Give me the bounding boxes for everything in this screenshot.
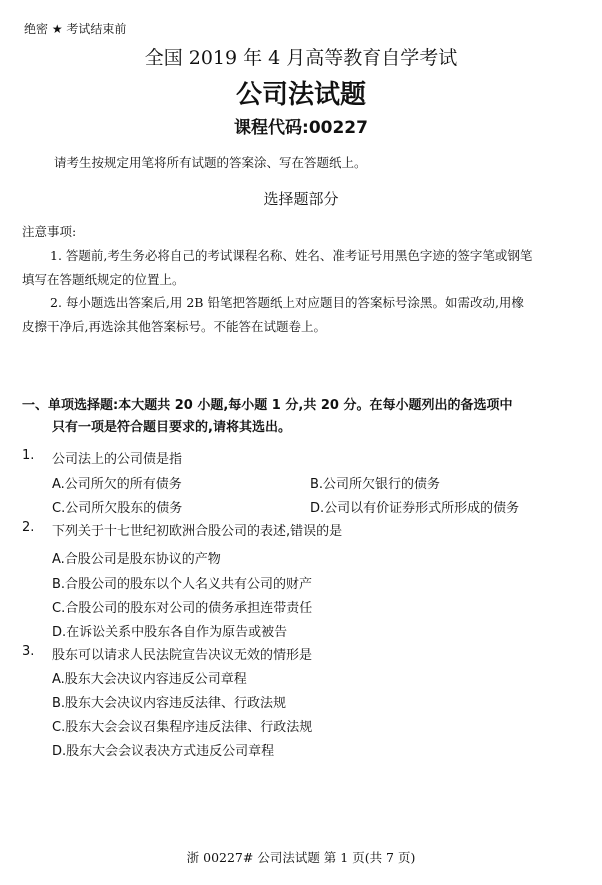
secret-label: 绝密 ★ 考试结束前 — [24, 22, 127, 36]
course-code: 课程代码:00227 — [234, 118, 368, 138]
option-c: C.股东大会会议召集程序违反法律、行政法规 — [52, 720, 313, 735]
question-number: 2. — [22, 520, 35, 535]
option-c: C.合股公司的股东对公司的债务承担连带责任 — [52, 601, 313, 616]
question-stem: 公司法上的公司债是指 — [52, 452, 183, 467]
question-number: 1. — [22, 448, 35, 463]
option-c: C.公司所欠股东的债务 — [52, 501, 183, 516]
section-title: 选择题部分 — [263, 190, 339, 208]
exam-title: 全国 2019 年 4 月高等教育自学考试 — [144, 47, 458, 69]
option-b: B.合股公司的股东以个人名义共有公司的财产 — [52, 577, 313, 592]
part-one-heading-cont: 只有一项是符合题目要求的,请将其选出。 — [52, 420, 291, 435]
option-a: A.合股公司是股东协议的产物 — [52, 552, 221, 567]
question-number: 3. — [22, 644, 35, 659]
option-d: D.在诉讼关系中股东各自作为原告或被告 — [52, 625, 288, 640]
note-line: 1. 答题前,考生务必将自己的考试课程名称、姓名、准考证号用黑色字迹的签字笔或钢笔 — [50, 248, 533, 263]
answer-instruction: 请考生按规定用笔将所有试题的答案涂、写在答题纸上。 — [54, 155, 367, 170]
option-b: B.公司所欠银行的债务 — [310, 477, 441, 492]
option-b: B.股东大会决议内容违反法律、行政法规 — [52, 696, 287, 711]
note-line: 2. 每小题选出答案后,用 2B 铅笔把答题纸上对应题目的答案标号涂黑。如需改动,用橡 — [50, 295, 524, 310]
option-d: D.股东大会会议表决方式违反公司章程 — [52, 744, 275, 759]
page-footer: 浙 00227# 公司法试题 第 1 页(共 7 页) — [186, 850, 416, 865]
paper-title: 公司法试题 — [235, 80, 366, 110]
part-one-heading: 一、单项选择题:本大题共 20 小题,每小题 1 分,共 20 分。在每小题列出的备选项中 — [22, 398, 513, 413]
option-a: A.股东大会决议内容违反公司章程 — [52, 672, 247, 687]
notes-title: 注意事项: — [22, 224, 77, 239]
question-stem: 股东可以请求人民法院宣告决议无效的情形是 — [52, 648, 313, 663]
question-stem: 下列关于十七世纪初欧洲合股公司的表述,错误的是 — [52, 524, 343, 539]
option-a: A.公司所欠的所有债务 — [52, 477, 182, 492]
option-d: D.公司以有价证券形式所形成的债务 — [310, 501, 520, 516]
note-line: 皮擦干净后,再选涂其他答案标号。不能答在试题卷上。 — [22, 319, 326, 334]
note-line: 填写在答题纸规定的位置上。 — [22, 272, 185, 287]
